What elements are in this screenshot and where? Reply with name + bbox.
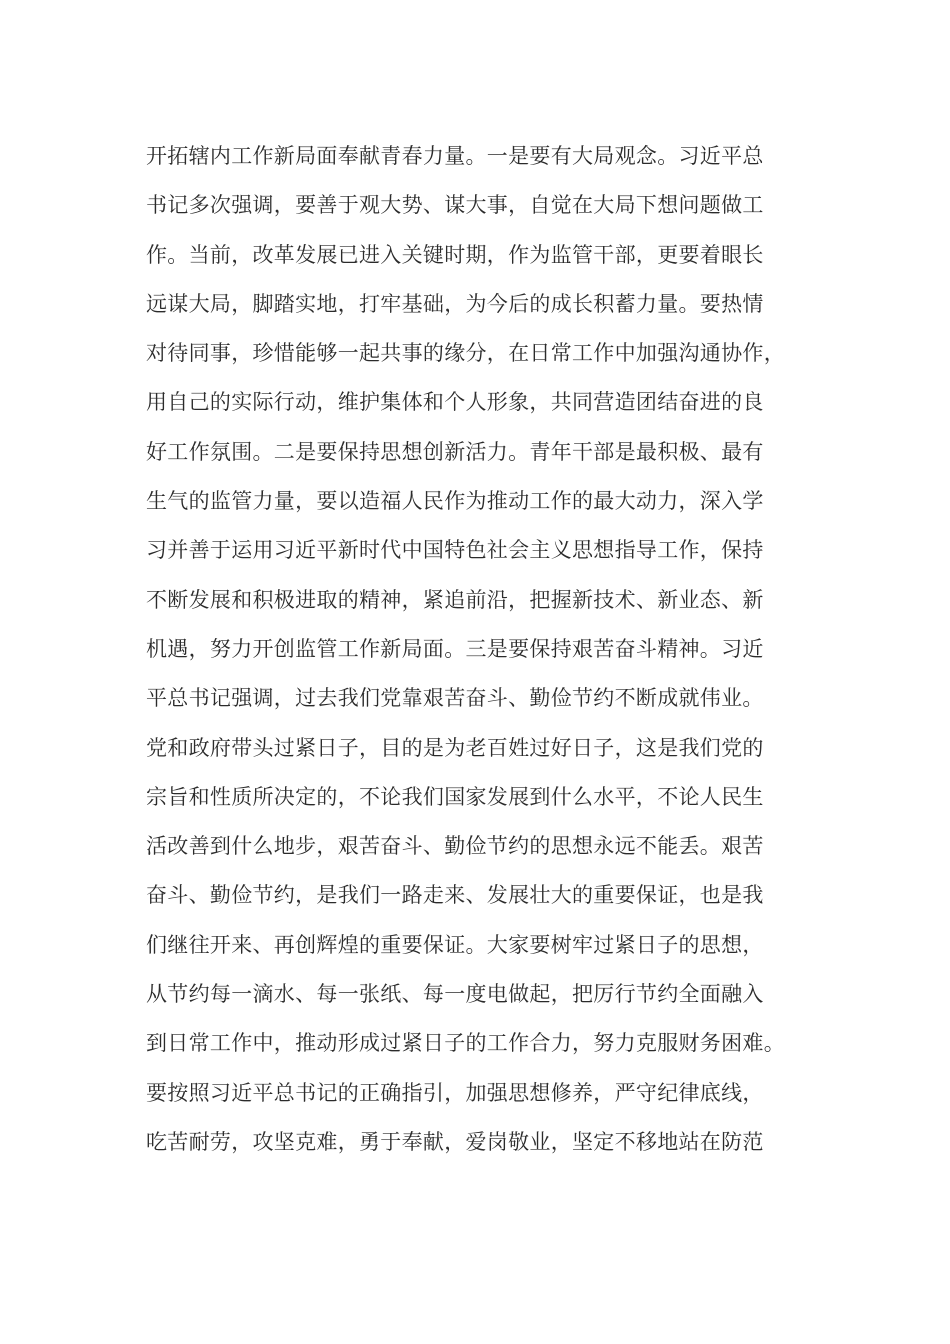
text-line: 活改善到什么地步，艰苦奋斗、勤俭节约的思想永远不能丢。艰苦 — [146, 834, 764, 859]
text-line: 对待同事，珍惜能够一起共事的缘分，在日常工作中加强沟通协作， — [146, 341, 785, 366]
text-line: 生气的监管力量，要以造福人民作为推动工作的最大动力，深入学 — [146, 489, 764, 514]
text-line: 到日常工作中，推动形成过紧日子的工作合力，努力克服财务困难。 — [146, 1031, 785, 1056]
text-line: 平总书记强调，过去我们党靠艰苦奋斗、勤俭节约不断成就伟业。 — [146, 686, 764, 711]
text-line: 要按照习近平总书记的正确指引，加强思想修养，严守纪律底线， — [146, 1080, 764, 1105]
text-line: 们继往开来、再创辉煌的重要保证。大家要树牢过紧日子的思想， — [146, 932, 764, 957]
text-line: 机遇，努力开创监管工作新局面。三是要保持艰苦奋斗精神。习近 — [146, 636, 764, 661]
text-line: 不断发展和积极进取的精神，紧追前沿，把握新技术、新业态、新 — [146, 587, 764, 612]
text-line: 从节约每一滴水、每一张纸、每一度电做起，把厉行节约全面融入 — [146, 982, 764, 1007]
text-line: 吃苦耐劳，攻坚克难，勇于奉献，爱岗敬业，坚定不移地站在防范 — [146, 1129, 764, 1154]
text-line: 用自己的实际行动，维护集体和个人形象，共同营造团结奋进的良 — [146, 390, 764, 415]
text-line: 作。当前，改革发展已进入关键时期，作为监管干部，更要着眼长 — [146, 242, 764, 267]
text-line: 习并善于运用习近平新时代中国特色社会主义思想指导工作，保持 — [146, 538, 764, 563]
text-line: 宗旨和性质所决定的，不论我们国家发展到什么水平，不论人民生 — [146, 784, 764, 809]
text-line: 远谋大局，脚踏实地，打牢基础，为今后的成长积蓄力量。要热情 — [146, 291, 764, 316]
text-line: 书记多次强调，要善于观大势、谋大事，自觉在大局下想问题做工 — [146, 193, 764, 218]
text-line: 好工作氛围。二是要保持思想创新活力。青年干部是最积极、最有 — [146, 439, 764, 464]
text-line: 奋斗、勤俭节约，是我们一路走来、发展壮大的重要保证，也是我 — [146, 883, 764, 908]
text-line: 开拓辖内工作新局面奉献青春力量。一是要有大局观念。习近平总 — [146, 144, 764, 168]
body-paragraph — [146, 132, 806, 1167]
text-line: 党和政府带头过紧日子，目的是为老百姓过好日子，这是我们党的 — [146, 735, 764, 760]
